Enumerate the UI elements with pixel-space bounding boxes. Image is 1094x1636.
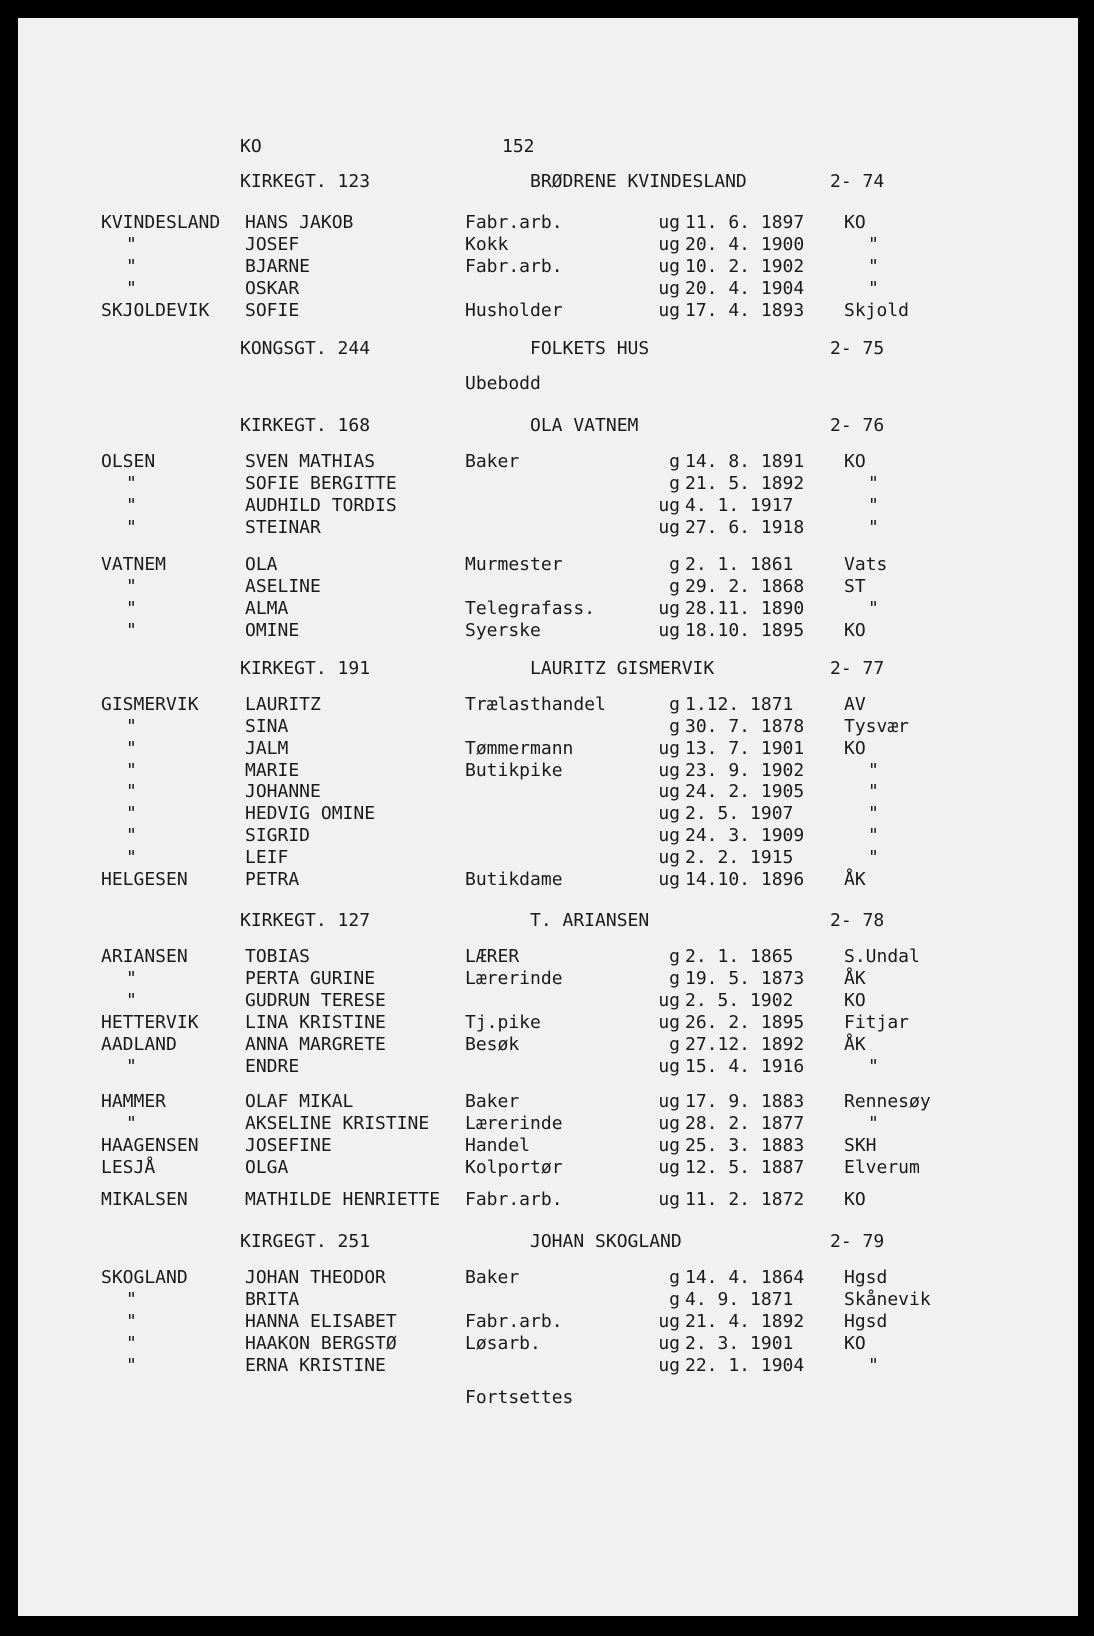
surname: " [126, 1333, 137, 1354]
marital-status: g [669, 451, 680, 472]
occupation: Besøk [465, 1034, 520, 1055]
surname: " [126, 847, 137, 868]
given-name: JOHAN THEODOR [245, 1267, 386, 1288]
register-row [18, 451, 1078, 473]
given-name: HANS JAKOB [245, 212, 354, 233]
surname: " [126, 1113, 137, 1134]
section-owner: T. ARIANSEN [530, 910, 650, 931]
birthplace: AV [844, 694, 866, 715]
register-row [18, 1056, 1078, 1078]
marital-status: ug [658, 212, 680, 233]
birth-date: 13. 7. 1901 [685, 738, 805, 759]
register-row [18, 234, 1078, 256]
surname: " [126, 234, 137, 255]
occupation: Handel [465, 1135, 531, 1156]
given-name: SOFIE [245, 300, 300, 321]
given-name: SIGRID [245, 825, 311, 846]
section-number: 2- 78 [830, 910, 885, 931]
marital-status: ug [658, 1189, 680, 1210]
occupation: Baker [465, 451, 520, 472]
given-name: JOHANNE [245, 781, 321, 802]
marital-status: ug [658, 869, 680, 890]
surname: GISMERVIK [101, 694, 199, 715]
surname: VATNEM [101, 554, 167, 575]
marital-status: g [669, 554, 680, 575]
birth-date: 14. 4. 1864 [685, 1267, 805, 1288]
birth-date: 28. 2. 1877 [685, 1113, 805, 1134]
occupation: Løsarb. [465, 1333, 541, 1354]
given-name: BRITA [245, 1289, 300, 1310]
surname: " [126, 517, 137, 538]
register-row [18, 1311, 1078, 1333]
birthplace: KO [844, 620, 866, 641]
marital-status: ug [658, 803, 680, 824]
register-row [18, 517, 1078, 539]
birth-date: 18.10. 1895 [685, 620, 805, 641]
section-address: KIRKEGT. 123 [240, 171, 371, 192]
register-row [18, 1157, 1078, 1179]
marital-status: ug [658, 256, 680, 277]
birthplace: Elverum [844, 1157, 920, 1178]
birthplace: " [868, 1113, 879, 1134]
register-row [18, 869, 1078, 891]
marital-status: g [669, 946, 680, 967]
birthplace: " [868, 517, 879, 538]
birthplace: KO [844, 212, 866, 233]
given-name: TOBIAS [245, 946, 311, 967]
surname: " [126, 803, 137, 824]
birthplace: Hgsd [844, 1311, 888, 1332]
surname: LESJÅ [101, 1157, 156, 1178]
occupation: Fabr.arb. [465, 1189, 563, 1210]
given-name: PETRA [245, 869, 300, 890]
birthplace: KO [844, 1189, 866, 1210]
birth-date: 2. 5. 1907 [685, 803, 794, 824]
given-name: ANNA MARGRETE [245, 1034, 386, 1055]
register-row [18, 576, 1078, 598]
marital-status: ug [658, 847, 680, 868]
occupation: Baker [465, 1091, 520, 1112]
given-name: OLGA [245, 1157, 289, 1178]
marital-status: ug [658, 620, 680, 641]
register-row [18, 554, 1078, 576]
birth-date: 2. 5. 1902 [685, 990, 794, 1011]
marital-status: ug [658, 1056, 680, 1077]
register-row [18, 495, 1078, 517]
occupation: Husholder [465, 300, 563, 321]
section-heading [18, 338, 1078, 360]
section-number: 2- 74 [830, 171, 885, 192]
marital-status: ug [658, 760, 680, 781]
birthplace: " [868, 803, 879, 824]
birthplace: ÅK [844, 968, 866, 989]
given-name: MARIE [245, 760, 300, 781]
birth-date: 25. 3. 1883 [685, 1135, 805, 1156]
occupation: Telegrafass. [465, 598, 596, 619]
birthplace: S.Undal [844, 946, 920, 967]
marital-status: g [669, 473, 680, 494]
given-name: OLA [245, 554, 278, 575]
occupation: Fabr.arb. [465, 256, 563, 277]
register-row [18, 694, 1078, 716]
section-number: 2- 79 [830, 1231, 885, 1252]
birth-date: 14. 8. 1891 [685, 451, 805, 472]
marital-status: ug [658, 825, 680, 846]
occupation: Baker [465, 1267, 520, 1288]
occupation: Syerske [465, 620, 541, 641]
marital-status: g [669, 1267, 680, 1288]
marital-status: ug [658, 517, 680, 538]
birthplace: Hgsd [844, 1267, 888, 1288]
birthplace: " [868, 598, 879, 619]
occupation: Kokk [465, 234, 509, 255]
register-row [18, 473, 1078, 495]
section-address: KONGSGT. 244 [240, 338, 371, 359]
birth-date: 4. 9. 1871 [685, 1289, 794, 1310]
surname: " [126, 1289, 137, 1310]
register-row [18, 1189, 1078, 1211]
birth-date: 14.10. 1896 [685, 869, 805, 890]
birth-date: 20. 4. 1900 [685, 234, 805, 255]
given-name: AKSELINE KRISTINE [245, 1113, 430, 1134]
surname: KVINDESLAND [101, 212, 221, 233]
given-name: BJARNE [245, 256, 311, 277]
given-name: ERNA KRISTINE [245, 1355, 386, 1376]
section-address: KIRKEGT. 191 [240, 658, 371, 679]
birthplace: ÅK [844, 1034, 866, 1055]
birthplace: " [868, 825, 879, 846]
birth-date: 22. 1. 1904 [685, 1355, 805, 1376]
section-owner: OLA VATNEM [530, 415, 639, 436]
given-name: OLAF MIKAL [245, 1091, 354, 1112]
surname: SKOGLAND [101, 1267, 188, 1288]
birthplace: " [868, 278, 879, 299]
birthplace: " [868, 256, 879, 277]
register-row [18, 825, 1078, 847]
section-owner: JOHAN SKOGLAND [530, 1231, 682, 1252]
section-heading [18, 658, 1078, 680]
birthplace: KO [844, 451, 866, 472]
birth-date: 27.12. 1892 [685, 1034, 805, 1055]
marital-status: ug [658, 738, 680, 759]
marital-status: ug [658, 1333, 680, 1354]
given-name: JOSEFINE [245, 1135, 332, 1156]
marital-status: ug [658, 1157, 680, 1178]
birthplace: " [868, 760, 879, 781]
given-name: PERTA GURINE [245, 968, 376, 989]
birthplace: KO [844, 738, 866, 759]
birthplace: Rennesøy [844, 1091, 931, 1112]
birth-date: 17. 4. 1893 [685, 300, 805, 321]
register-row [18, 716, 1078, 738]
marital-status: ug [658, 781, 680, 802]
birth-date: 24. 2. 1905 [685, 781, 805, 802]
birth-date: 2. 1. 1865 [685, 946, 794, 967]
section-owner: BRØDRENE KVINDESLAND [530, 171, 747, 192]
surname: ARIANSEN [101, 946, 188, 967]
given-name: SOFIE BERGITTE [245, 473, 397, 494]
marital-status: ug [658, 234, 680, 255]
birthplace: Skånevik [844, 1289, 931, 1310]
register-row [18, 256, 1078, 278]
birth-date: 20. 4. 1904 [685, 278, 805, 299]
marital-status: g [669, 694, 680, 715]
birth-date: 21. 5. 1892 [685, 473, 805, 494]
birthplace: Skjold [844, 300, 910, 321]
birth-date: 26. 2. 1895 [685, 1012, 805, 1033]
given-name: LAURITZ [245, 694, 321, 715]
register-row [18, 1091, 1078, 1113]
page-code: KO [240, 136, 262, 157]
birth-date: 11. 2. 1872 [685, 1189, 805, 1210]
register-row [18, 1355, 1078, 1377]
marital-status: g [669, 968, 680, 989]
surname: OLSEN [101, 451, 156, 472]
register-row [18, 803, 1078, 825]
surname: " [126, 990, 137, 1011]
register-row [18, 1267, 1078, 1289]
section-owner: FOLKETS HUS [530, 338, 650, 359]
marital-status: ug [658, 1113, 680, 1134]
birthplace: " [868, 1056, 879, 1077]
register-row [18, 968, 1078, 990]
birth-date: 17. 9. 1883 [685, 1091, 805, 1112]
birthplace: " [868, 473, 879, 494]
surname: " [126, 781, 137, 802]
surname: MIKALSEN [101, 1189, 188, 1210]
section-address: KIRGEGT. 251 [240, 1231, 371, 1252]
birthplace: ST [844, 576, 866, 597]
register-row [18, 738, 1078, 760]
section-heading [18, 1231, 1078, 1253]
occupation: Lærerinde [465, 968, 563, 989]
occupation: Kolportør [465, 1157, 563, 1178]
birth-date: 4. 1. 1917 [685, 495, 794, 516]
section-note: Ubebodd [465, 373, 541, 394]
surname: " [126, 473, 137, 494]
page-number: 152 [502, 136, 535, 157]
given-name: HEDVIG OMINE [245, 803, 376, 824]
marital-status: g [669, 1289, 680, 1310]
marital-status: ug [658, 1012, 680, 1033]
register-row [18, 1333, 1078, 1355]
given-name: AUDHILD TORDIS [245, 495, 397, 516]
register-row [18, 1135, 1078, 1157]
marital-status: ug [658, 278, 680, 299]
surname: " [126, 278, 137, 299]
occupation: Tømmermann [465, 738, 574, 759]
marital-status: g [669, 1034, 680, 1055]
birth-date: 23. 9. 1902 [685, 760, 805, 781]
register-row [18, 946, 1078, 968]
surname: " [126, 825, 137, 846]
surname: " [126, 1355, 137, 1376]
occupation: Butikdame [465, 869, 563, 890]
surname: " [126, 1311, 137, 1332]
surname: " [126, 598, 137, 619]
surname: " [126, 968, 137, 989]
given-name: SVEN MATHIAS [245, 451, 376, 472]
given-name: HAAKON BERGSTØ [245, 1333, 397, 1354]
birth-date: 29. 2. 1868 [685, 576, 805, 597]
section-heading [18, 910, 1078, 932]
surname: " [126, 738, 137, 759]
surname: " [126, 256, 137, 277]
section-heading [18, 171, 1078, 193]
marital-status: ug [658, 495, 680, 516]
given-name: GUDRUN TERESE [245, 990, 386, 1011]
given-name: SINA [245, 716, 289, 737]
surname: HAMMER [101, 1091, 167, 1112]
given-name: LEIF [245, 847, 289, 868]
register-row [18, 781, 1078, 803]
section-number: 2- 77 [830, 658, 885, 679]
page-header [18, 136, 1078, 158]
birth-date: 19. 5. 1873 [685, 968, 805, 989]
marital-status: ug [658, 1091, 680, 1112]
surname: " [126, 620, 137, 641]
birth-date: 24. 3. 1909 [685, 825, 805, 846]
surname: " [126, 495, 137, 516]
surname: " [126, 760, 137, 781]
given-name: ALMA [245, 598, 289, 619]
surname: HETTERVIK [101, 1012, 199, 1033]
birth-date: 12. 5. 1887 [685, 1157, 805, 1178]
birthplace: Fitjar [844, 1012, 910, 1033]
register-row [18, 620, 1078, 642]
given-name: JOSEF [245, 234, 300, 255]
occupation: Murmester [465, 554, 563, 575]
occupation: Lærerinde [465, 1113, 563, 1134]
birth-date: 15. 4. 1916 [685, 1056, 805, 1077]
birth-date: 30. 7. 1878 [685, 716, 805, 737]
section-address: KIRKEGT. 127 [240, 910, 371, 931]
surname: " [126, 716, 137, 737]
surname: SKJOLDEVIK [101, 300, 210, 321]
birthplace: " [868, 1355, 879, 1376]
birthplace: " [868, 781, 879, 802]
given-name: MATHILDE HENRIETTE [245, 1189, 441, 1210]
birthplace: " [868, 847, 879, 868]
birthplace: Vats [844, 554, 888, 575]
birthplace: " [868, 495, 879, 516]
birthplace: SKH [844, 1135, 877, 1156]
marital-status: ug [658, 1355, 680, 1376]
marital-status: ug [658, 1311, 680, 1332]
register-row [18, 598, 1078, 620]
marital-status: ug [658, 598, 680, 619]
register-row [18, 1012, 1078, 1034]
marital-status: ug [658, 1135, 680, 1156]
birth-date: 21. 4. 1892 [685, 1311, 805, 1332]
birthplace: KO [844, 990, 866, 1011]
register-row [18, 760, 1078, 782]
given-name: OMINE [245, 620, 300, 641]
section-heading [18, 415, 1078, 437]
register-row [18, 1289, 1078, 1311]
birthplace: Tysvær [844, 716, 910, 737]
document-page [18, 18, 1078, 1616]
given-name: HANNA ELISABET [245, 1311, 397, 1332]
footer-note: Fortsettes [465, 1387, 574, 1408]
birth-date: 10. 2. 1902 [685, 256, 805, 277]
birth-date: 2. 3. 1901 [685, 1333, 794, 1354]
register-row [18, 300, 1078, 322]
occupation: Fabr.arb. [465, 212, 563, 233]
given-name: OSKAR [245, 278, 300, 299]
given-name: ENDRE [245, 1056, 300, 1077]
surname: AADLAND [101, 1034, 177, 1055]
given-name: STEINAR [245, 517, 321, 538]
marital-status: ug [658, 300, 680, 321]
register-row [18, 278, 1078, 300]
register-row [18, 212, 1078, 234]
birth-date: 2. 1. 1861 [685, 554, 794, 575]
surname: HAAGENSEN [101, 1135, 199, 1156]
register-row [18, 1113, 1078, 1135]
birth-date: 27. 6. 1918 [685, 517, 805, 538]
register-row [18, 847, 1078, 869]
section-owner: LAURITZ GISMERVIK [530, 658, 715, 679]
birth-date: 1.12. 1871 [685, 694, 794, 715]
marital-status: g [669, 576, 680, 597]
occupation: Butikpike [465, 760, 563, 781]
given-name: JALM [245, 738, 289, 759]
section-number: 2- 75 [830, 338, 885, 359]
occupation: LÆRER [465, 946, 520, 967]
surname: HELGESEN [101, 869, 188, 890]
occupation: Fabr.arb. [465, 1311, 563, 1332]
surname: " [126, 576, 137, 597]
section-address: KIRKEGT. 168 [240, 415, 371, 436]
surname: " [126, 1056, 137, 1077]
birthplace: KO [844, 1333, 866, 1354]
birth-date: 2. 2. 1915 [685, 847, 794, 868]
occupation: Trælasthandel [465, 694, 606, 715]
given-name: ASELINE [245, 576, 321, 597]
given-name: LINA KRISTINE [245, 1012, 386, 1033]
birth-date: 28.11. 1890 [685, 598, 805, 619]
birth-date: 11. 6. 1897 [685, 212, 805, 233]
birthplace: ÅK [844, 869, 866, 890]
birthplace: " [868, 234, 879, 255]
register-row [18, 990, 1078, 1012]
occupation: Tj.pike [465, 1012, 541, 1033]
marital-status: ug [658, 990, 680, 1011]
section-number: 2- 76 [830, 415, 885, 436]
register-row [18, 1034, 1078, 1056]
marital-status: g [669, 716, 680, 737]
